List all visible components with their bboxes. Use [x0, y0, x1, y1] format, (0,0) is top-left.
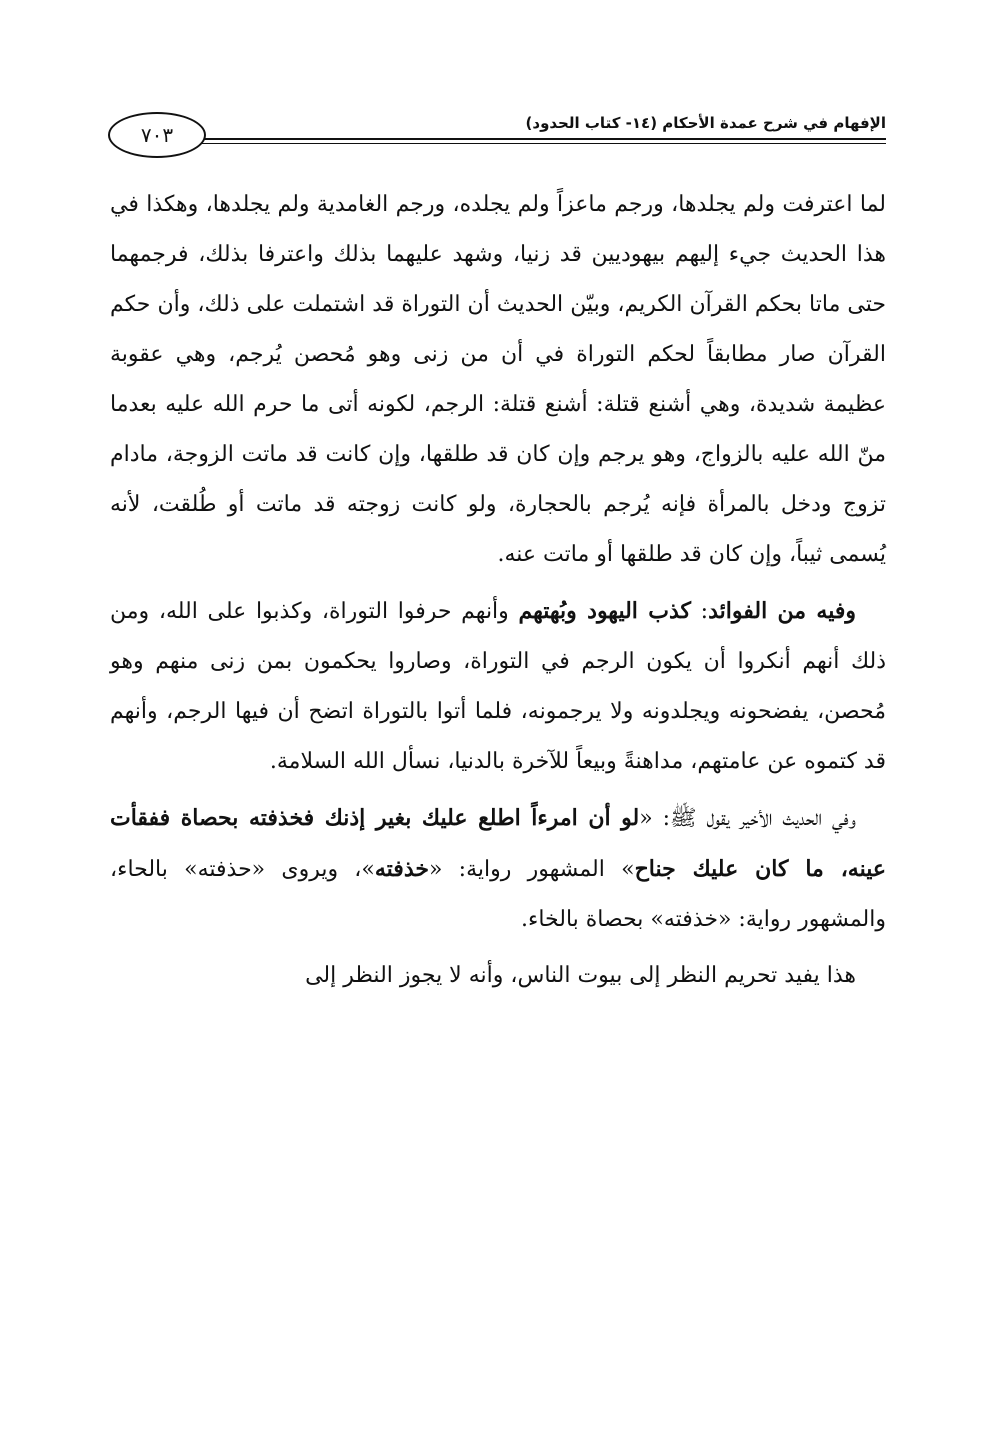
bold-text-segment: وفيه من الفوائد: [708, 598, 856, 624]
page-number-badge: [108, 112, 206, 158]
header-rule: [200, 138, 886, 140]
text-segment: وفي الحديث الأخير يقول ﷺ: «: [639, 806, 856, 831]
paragraph: [110, 951, 886, 1001]
paragraph: [110, 180, 886, 580]
paragraph: [110, 793, 886, 945]
text-segment: لما اعترفت ولم يجلدها، ورجم ماعزاً ولم يجلده، ورجم الغامدية ولم يجلدها، وهكذا في هذا الحديث جيء إليهم بيهوديين قد زنيا، وشهد عليهما بذلك واعترفا بذلك، فرجمهما حتى ماتا بحكم القرآن الكريم، وبيّن الحديث أن التوراة قد اشتملت على ذلك، وأن حكم القرآن صار مطابقاً لحكم التوراة في أن من زنى وهو مُحصن يُرجم، وهي عقوبة عظيمة شديدة، وهي أشنع قتلة: أشنع قتلة: الرجم، لكونه أتى ما حرم الله عليه بعدما منّ الله عليه بالزواج، وهو يرجم وإن كان قد طلقها، وإن كانت قد ماتت الزوجة، مادام تزوج ودخل بالمرأة فإنه يُرجم بالحجارة، ولو كانت زوجته قد ماتت أو طُلقت، لأنه يُسمى ثيباً، وإن كان قد طلقها أو ماتت عنه.: [110, 192, 886, 567]
page-header: [108, 112, 886, 160]
bold-text-segment: لو أن امرءاً اطلع عليك بغير إذنك فخذفته بحصاة ففقأت عينه، ما كان عليك جناح: [110, 805, 886, 882]
text-segment: »، ويروى «حذفته» بالحاء، والمشهور رواية: «خذفته» بحصاة بالخاء.: [110, 857, 886, 932]
running-title: الإفهام في شرح عمدة الأحكام (١٤- كتاب الحدود): [525, 114, 886, 132]
paragraph: [110, 586, 886, 787]
body-text: [110, 180, 886, 1007]
text-segment: هذا يفيد تحريم النظر إلى بيوت الناس، وأنه لا يجوز النظر إلى: [305, 963, 856, 988]
bold-text-segment: خذفته: [374, 856, 429, 882]
text-segment: » المشهور رواية: «: [428, 857, 635, 882]
text-segment: :: [690, 599, 709, 624]
header-rule-thin: [200, 143, 886, 144]
page-number: ٧٠٣: [140, 123, 174, 147]
text-segment: وأنهم حرفوا التوراة، وكذبوا على الله، ومن ذلك أنهم أنكروا أن يكون الرجم في التوراة، وصاروا يحكمون بمن زنى منهم وهو مُحصن، يفضحونه ويجلدونه ولا يرجمونه، فلما أتوا بالتوراة اتضح أن فيها الرجم، وأنهم قد كتموه عن عامتهم، مداهنةً وبيعاً للآخرة بالدنيا، نسأل الله السلامة.: [110, 599, 886, 774]
bold-text-segment: كذب اليهود وبُهتهم: [518, 598, 691, 624]
